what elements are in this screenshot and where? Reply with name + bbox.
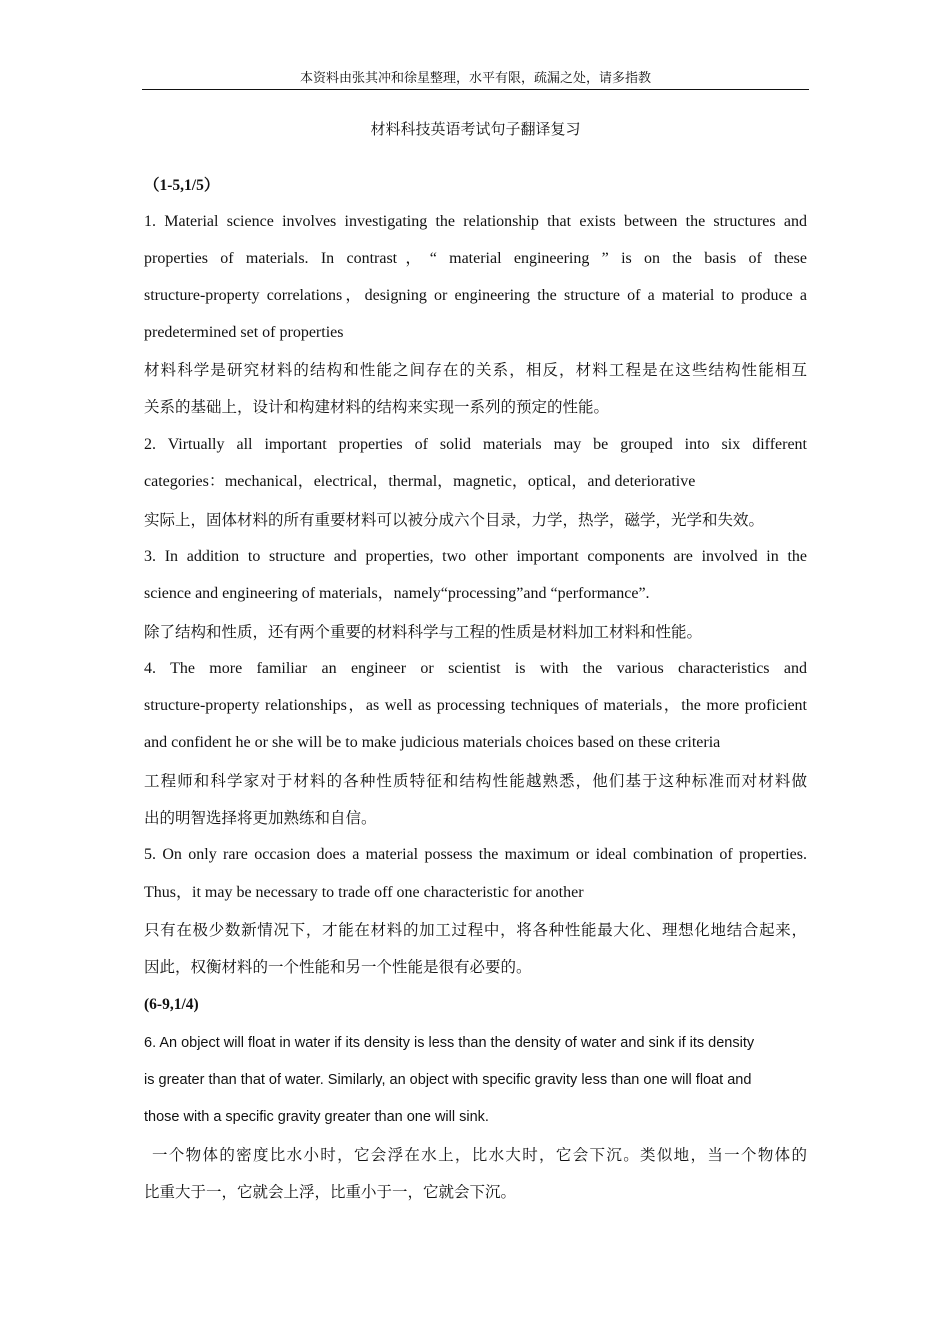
english-line: Thus，it may be necessary to trade off one characteristic for another [144,884,584,901]
english-line: categories：mechanical，electrical，thermal，magnetic，optical，and deteriorative [144,473,696,490]
section-label: （1-5,1/5） [144,177,220,194]
header-rule [142,89,809,90]
english-line: is greater than that of water. Similarly, an object with specific gravity less than one will float and [144,1072,752,1088]
english-line: science and engineering of materials，namely“processing”and “performance”. [144,585,650,602]
english-line: structure-property relationships，as well as processing techniques of materials，the more proficient [144,697,807,714]
document-title: 材料科技英语考试句子翻译复习 [370,120,581,138]
chinese-line: 材料科学是研究材料的结构和性能之间存在的关系，相反，材料工程是在这些结构性能相互 [144,361,807,379]
chinese-line: 实际上，固体材料的所有重要材料可以被分成六个目录，力学，热学，磁学，光学和失效。 [144,511,765,529]
chinese-line: 除了结构和性质，还有两个重要的材料科学与工程的性质是材料加工材料和性能。 [144,623,703,641]
chinese-line: 比重大于一，它就会上浮，比重小于一，它就会下沉。 [144,1183,517,1201]
english-line: 1. Material science involves investigating the relationship that exists between the structures and [144,213,807,230]
english-line: predetermined set of properties [144,324,344,341]
english-line: and confident he or she will be to make judicious materials choices based on these criteria [144,734,721,751]
page-header: 本资料由张其冲和徐星整理，水平有限，疏漏之处，请多指教 [299,71,651,86]
chinese-line: 一个物体的密度比水小时，它会浮在水上，比水大时，它会下沉。类似地，当一个物体的 [152,1146,807,1164]
chinese-line: 工程师和科学家对于材料的各种性质特征和结构性能越熟悉，他们基于这种标准而对材料做 [144,772,807,790]
english-line: 4. The more familiar an engineer or scientist is with the various characteristics and [144,660,807,677]
chinese-line: 关系的基础上，设计和构建材料的结构来实现一系列的预定的性能。 [144,398,610,416]
english-line: 2. Virtually all important properties of solid materials may be grouped into six different [144,436,807,453]
chinese-line: 因此，权衡材料的一个性能和另一个性能是很有必要的。 [144,958,532,976]
chinese-line: 只有在极少数新情况下，才能在材料的加工过程中，将各种性能最大化、理想化地结合起来， [144,921,807,939]
english-line: 6. An object will float in water if its density is less than the density of water and sink if its density [144,1035,755,1051]
english-line: those with a specific gravity greater than one will sink. [144,1109,489,1125]
chinese-line: 出的明智选择将更加熟练和自信。 [144,809,377,827]
english-line: 3. In addition to structure and properties, two other important components are involved in the [144,548,807,565]
english-line: structure-property correlations，designing or engineering the structure of a material to produce a [144,287,807,304]
english-line: properties of materials. In contrast，“ material engineering ” is on the basis of these [144,250,807,267]
section-label: (6-9,1/4) [144,996,199,1013]
english-line: 5. On only rare occasion does a material possess the maximum or ideal combination of properties. [144,846,807,863]
